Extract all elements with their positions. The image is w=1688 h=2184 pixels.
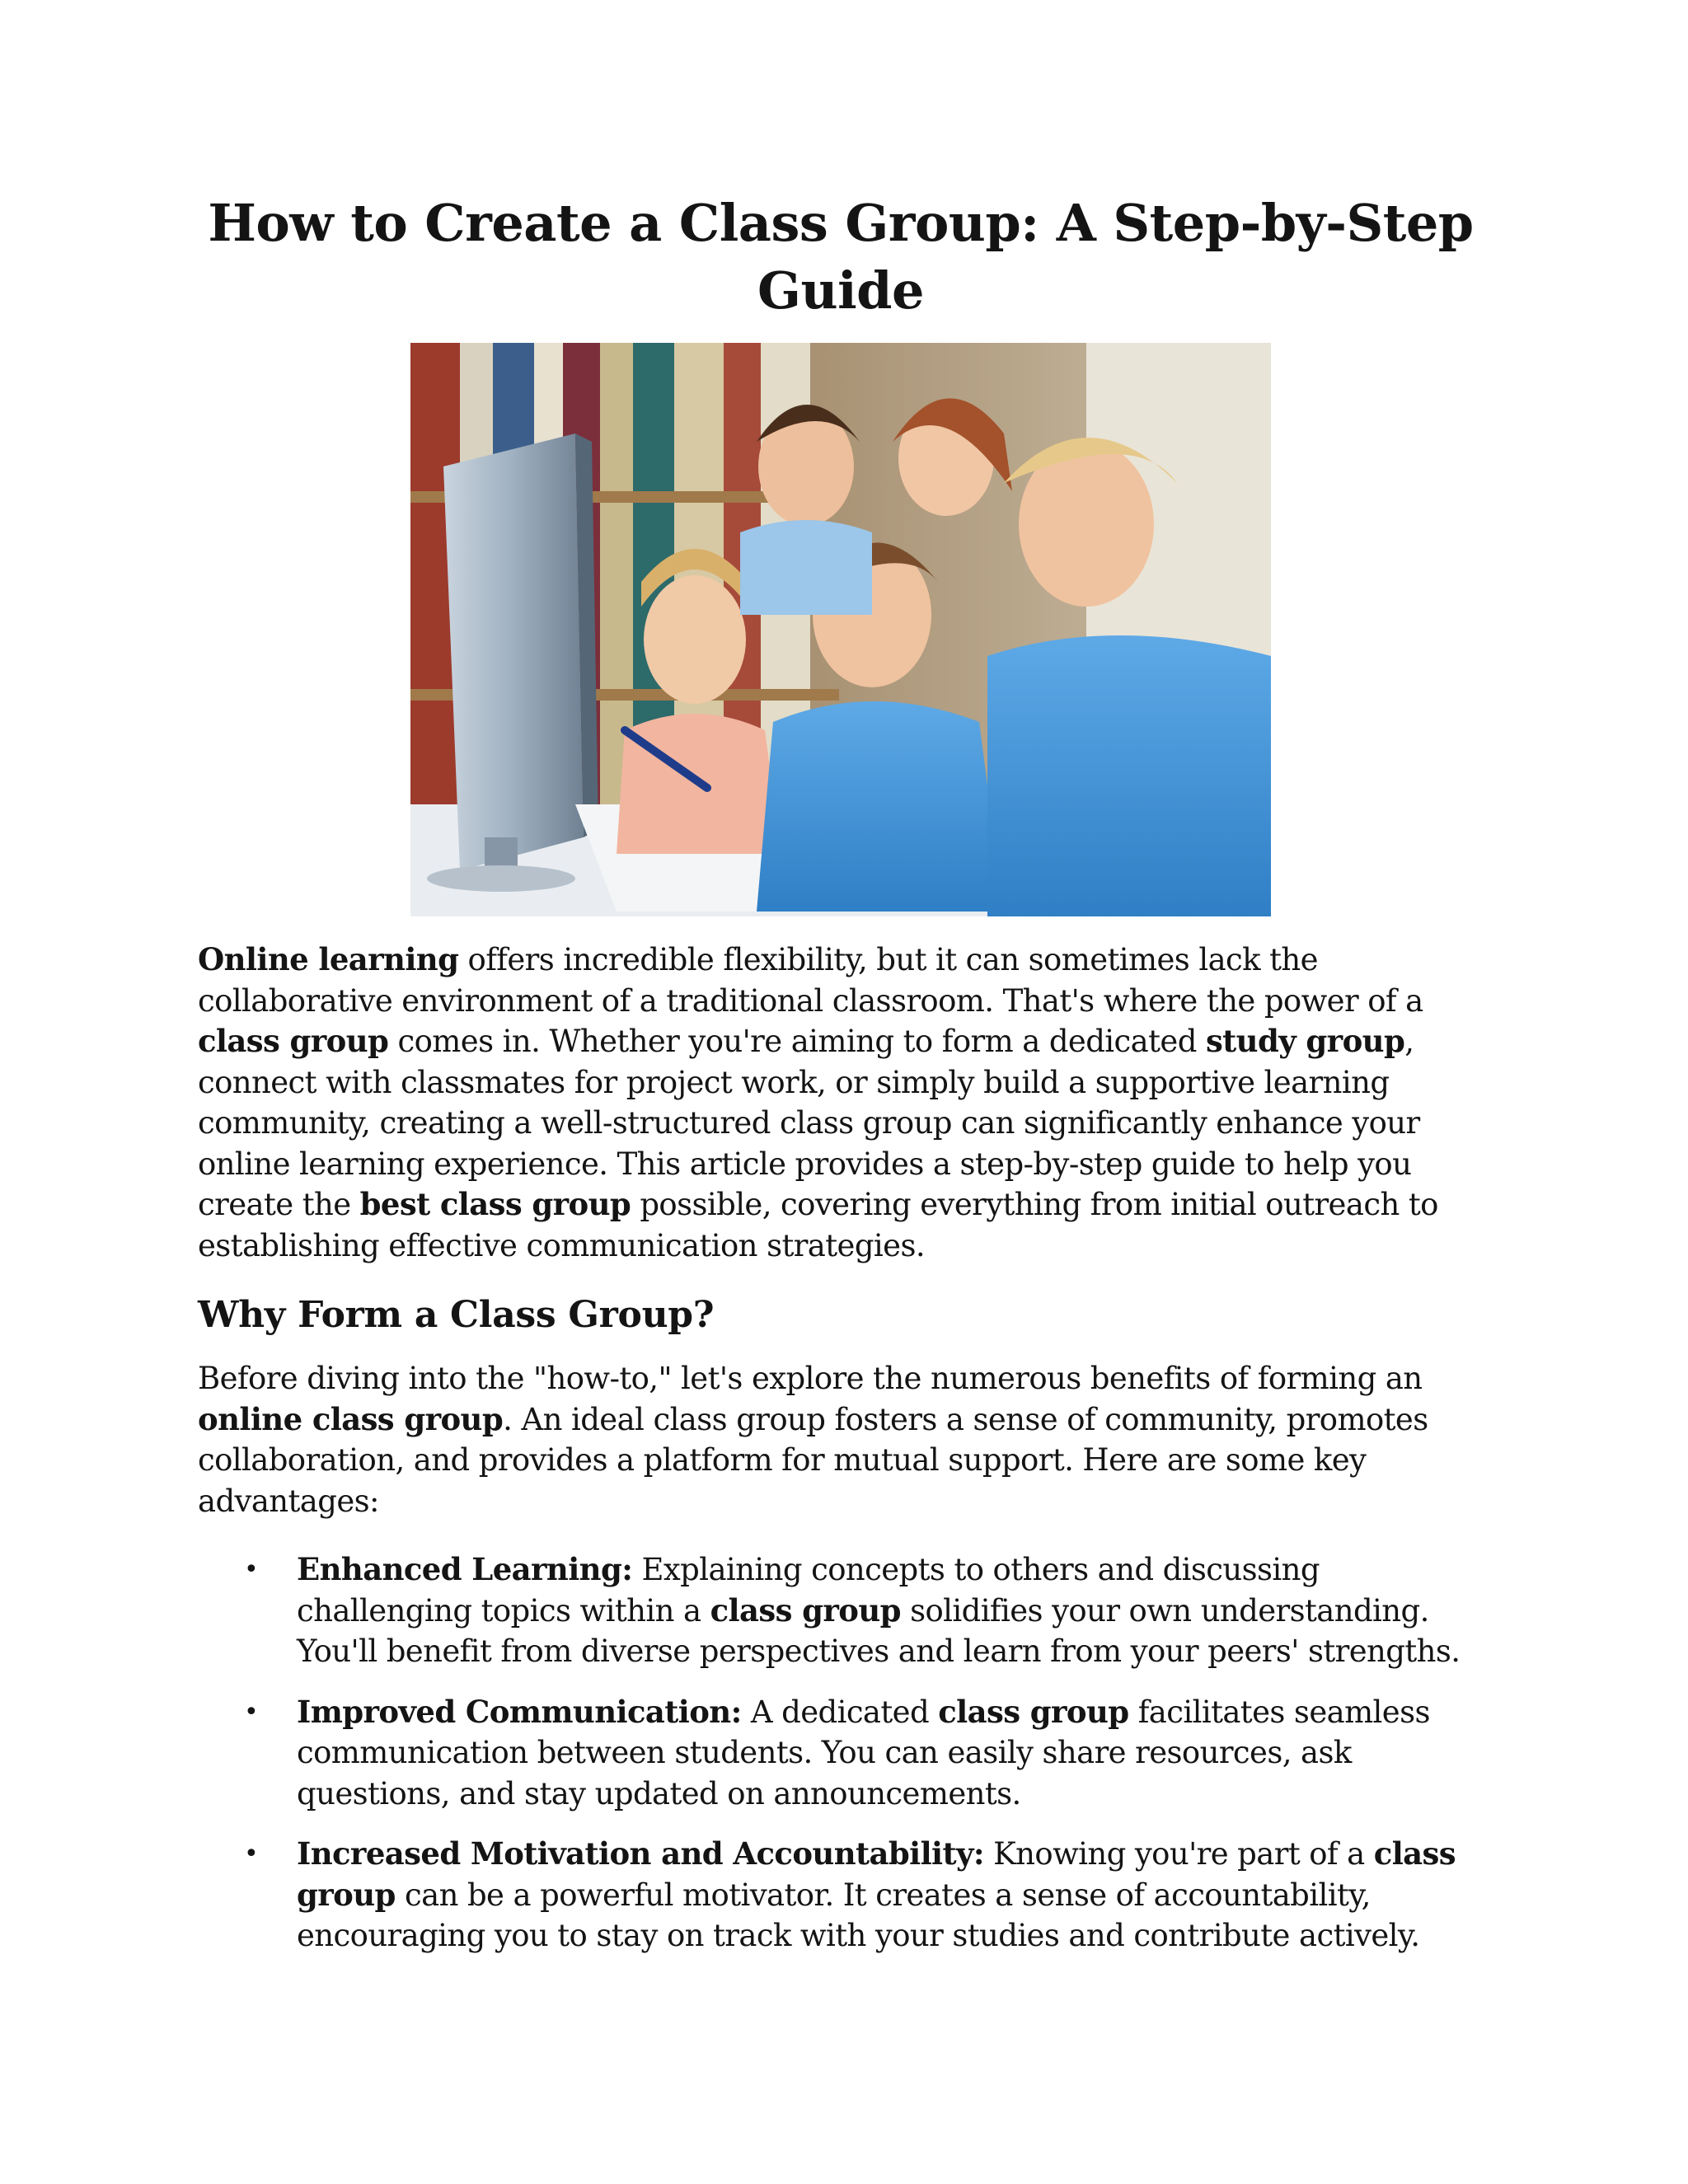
bold-text: Enhanced Learning:	[297, 1551, 633, 1587]
students-at-computer-image	[410, 343, 1271, 916]
text-run: facilitates seamless communication between students. You can easily share resources, ask questions, and stay updated on announcements.	[297, 1694, 1430, 1811]
text-run: , connect with classmates for project work, or simply build a supportive learning community, creating a well-structured class group can significantly enhance your online learning experience. This article provides a step-by-step guide to help you create the	[198, 1024, 1420, 1222]
benefits-list	[198, 1549, 1484, 1957]
intro-paragraph	[198, 940, 1484, 1266]
list-item	[198, 1692, 1484, 1815]
bold-text: class group	[710, 1591, 901, 1629]
document-page	[198, 190, 1484, 1976]
bold-text: Increased Motivation and Accountability:	[297, 1835, 984, 1872]
bold-text: class group	[297, 1835, 1456, 1913]
bullet-icon: •	[244, 1840, 259, 1868]
text-run: . An ideal class group fosters a sense of community, promotes collaboration, and provides a platform for mutual support. Here are some key advantages:	[198, 1401, 1428, 1519]
bold-text: Online learning	[198, 941, 459, 977]
text-run: Knowing you're part of a	[983, 1836, 1374, 1872]
bullet-icon: •	[244, 1555, 259, 1584]
bold-text: class group	[938, 1693, 1129, 1730]
bold-text: study group	[1205, 1023, 1405, 1059]
bold-text: Improved Communication:	[297, 1693, 742, 1730]
why-paragraph	[198, 1358, 1484, 1521]
text-run: solidifies your own understanding. You'll benefit from diverse perspectives and learn from your peers' strengths.	[297, 1592, 1461, 1669]
bold-text: class group	[198, 1023, 389, 1059]
text-run: possible, covering everything from initial outreach to establishing effective communication strategies.	[198, 1187, 1438, 1263]
list-item	[198, 1834, 1484, 1957]
text-run: offers incredible flexibility, but it can sometimes lack the collaborative environment of a traditional classroom. That's where the power of a	[198, 942, 1423, 1019]
text-run: Explaining concepts to others and discussing challenging topics within a	[297, 1552, 1320, 1629]
text-run: A dedicated	[741, 1694, 939, 1730]
text-run: can be a powerful motivator. It creates a sense of accountability, encouraging you to stay on track with your studies and contribute actively.	[297, 1877, 1420, 1953]
bold-text: online class group	[198, 1400, 504, 1437]
text-run: Before diving into the "how-to," let's explore the numerous benefits of forming an	[198, 1361, 1423, 1396]
section-heading: Why Form a Class Group?	[198, 1294, 715, 1336]
bullet-icon: •	[244, 1697, 259, 1727]
list-item	[198, 1549, 1484, 1672]
bold-text: best class group	[359, 1186, 631, 1222]
page-title: How to Create a Class Group: A Step-by-Step Guide	[208, 193, 1474, 321]
text-run: comes in. Whether you're aiming to form a dedicated	[388, 1024, 1206, 1059]
